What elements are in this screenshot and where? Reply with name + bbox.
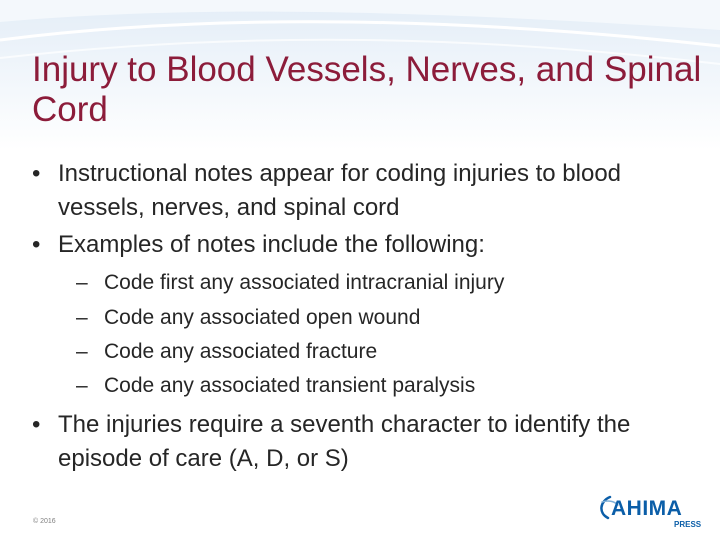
bullet-item — [32, 157, 698, 225]
bullet-text: The injuries require a seventh character to identify the episode of care (A, D, or S) — [58, 411, 631, 472]
svg-text:AHIMA: AHIMA — [611, 497, 683, 520]
dash-marker: – — [76, 340, 88, 363]
slide-title: Injury to Blood Vessels, Nerves, and Spinal Cord — [32, 50, 702, 129]
bullet-item — [32, 408, 698, 476]
svg-text:PRESS: PRESS — [674, 520, 702, 529]
sub-bullet-text: Code any associated transient paralysis — [104, 374, 476, 397]
copyright-notice: © 2016 — [33, 518, 56, 525]
sub-bullet-text: Code first any associated intracranial injury — [104, 271, 505, 294]
dash-marker: – — [76, 306, 88, 329]
bullet-text: Instructional notes appear for coding injuries to blood vessels, nerves, and spinal cord — [58, 160, 622, 221]
sub-bullet-text: Code any associated open wound — [104, 306, 421, 329]
sub-bullet-text: Code any associated fracture — [104, 340, 378, 363]
bullet-item — [32, 228, 698, 262]
dash-marker: – — [76, 374, 88, 397]
ahima-press-logo — [596, 491, 708, 531]
bullet-marker: • — [32, 231, 41, 258]
sub-bullet-item — [76, 301, 694, 335]
sub-bullet-item — [76, 335, 694, 369]
bullet-text: Examples of notes include the following: — [58, 231, 485, 258]
sub-bullet-item — [76, 369, 694, 403]
dash-marker: – — [76, 271, 88, 294]
bullet-marker: • — [32, 160, 41, 187]
bullet-marker: • — [32, 411, 41, 438]
sub-bullet-item — [76, 266, 694, 300]
